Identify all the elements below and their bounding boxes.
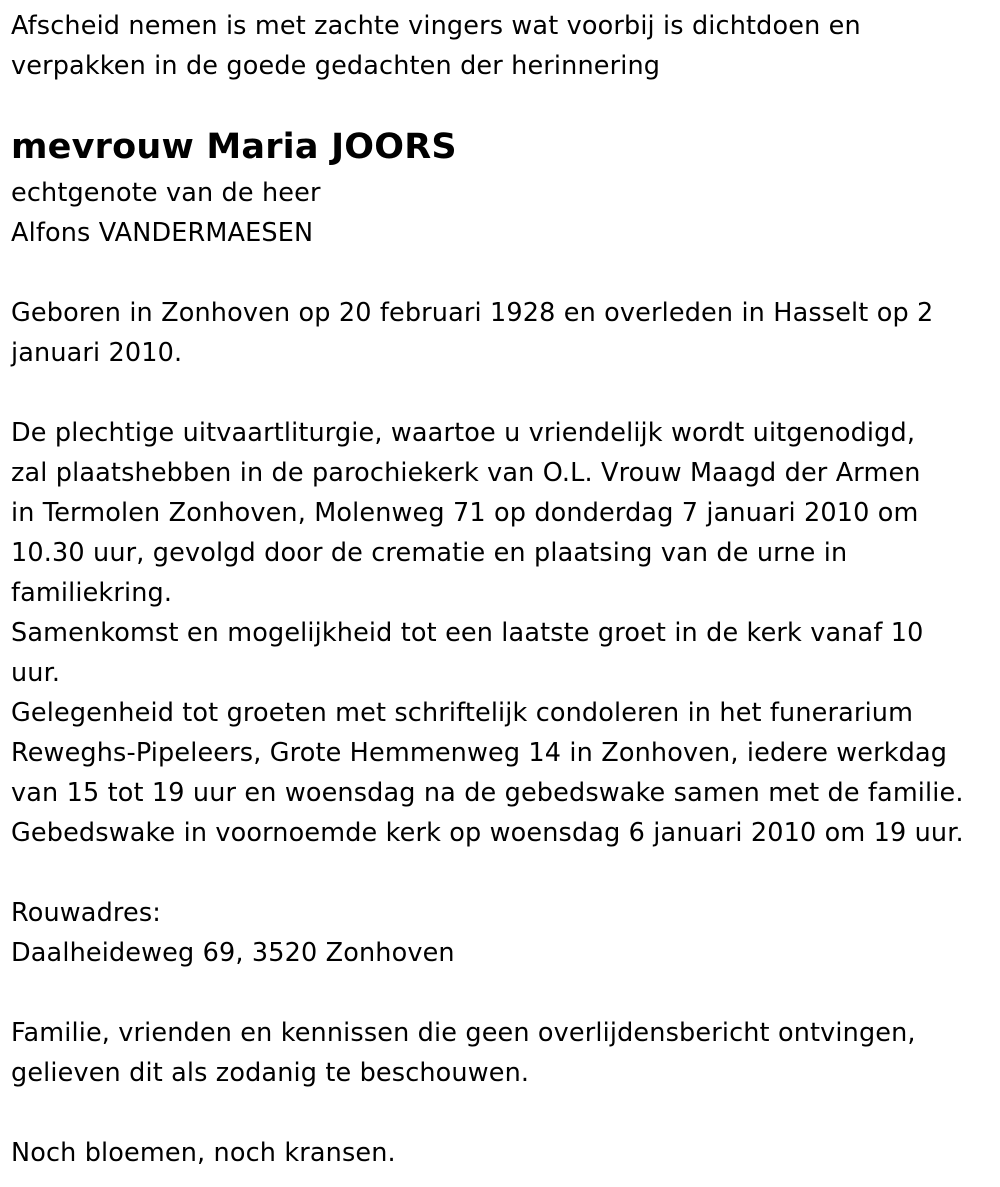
ceremony-line: zal plaatshebben in de parochiekerk van O.L. Vrouw Maagd der Armen	[11, 458, 921, 488]
motto-line: verpakken in de goede gedachten der herinnering	[11, 51, 661, 81]
flowers-text: Noch bloemen, noch kransen.	[11, 1138, 396, 1168]
motto-section	[11, 6, 996, 86]
deceased-section	[11, 127, 996, 253]
ceremony-line: in Termolen Zonhoven, Molenweg 71 op donderdag 7 januari 2010 om	[11, 498, 919, 528]
notice-line: gelieven dit als zodanig te beschouwen.	[11, 1058, 530, 1088]
ceremony-line: Samenkomst en mogelijkheid tot een laatste groet in de kerk vanaf 10	[11, 618, 924, 648]
spacer	[11, 1093, 996, 1133]
spacer	[11, 853, 996, 893]
spacer	[11, 373, 996, 413]
ceremony-line: van 15 tot 19 uur en woensdag na de gebedswake samen met de familie.	[11, 778, 964, 808]
ceremony-section	[11, 413, 996, 853]
notice-line: Familie, vrienden en kennissen die geen overlijdensbericht ontvingen,	[11, 1018, 916, 1048]
spacer	[11, 86, 996, 126]
address-section	[11, 893, 996, 973]
obituary-document	[11, 6, 996, 1173]
birth-death-line: Geboren in Zonhoven op 20 februari 1928 en overleden in Hasselt op 2	[11, 298, 934, 328]
birth-death-section	[11, 293, 996, 373]
birth-death-line: januari 2010.	[11, 338, 183, 368]
motto-line: Afscheid nemen is met zachte vingers wat voorbij is dichtdoen en	[11, 11, 861, 41]
spacer	[11, 253, 996, 293]
ceremony-line: 10.30 uur, gevolgd door de crematie en plaatsing van de urne in	[11, 538, 848, 568]
spouse-name: Alfons VANDERMAESEN	[11, 218, 314, 248]
ceremony-line: De plechtige uitvaartliturgie, waartoe u vriendelijk wordt uitgenodigd,	[11, 418, 916, 448]
ceremony-line: Gelegenheid tot groeten met schriftelijk condoleren in het funerarium	[11, 698, 914, 728]
address-value: Daalheideweg 69, 3520 Zonhoven	[11, 938, 455, 968]
ceremony-line: uur.	[11, 658, 61, 688]
deceased-name: mevrouw Maria JOORS	[11, 127, 457, 167]
relation-text: echtgenote van de heer	[11, 178, 321, 208]
flowers-section	[11, 1133, 996, 1173]
spacer	[11, 973, 996, 1013]
address-label: Rouwadres:	[11, 898, 161, 928]
ceremony-line: Reweghs-Pipeleers, Grote Hemmenweg 14 in Zonhoven, iedere werkdag	[11, 738, 948, 768]
ceremony-line: Gebedswake in voornoemde kerk op woensdag 6 januari 2010 om 19 uur.	[11, 818, 964, 848]
ceremony-line: familiekring.	[11, 578, 173, 608]
notice-section	[11, 1013, 996, 1093]
